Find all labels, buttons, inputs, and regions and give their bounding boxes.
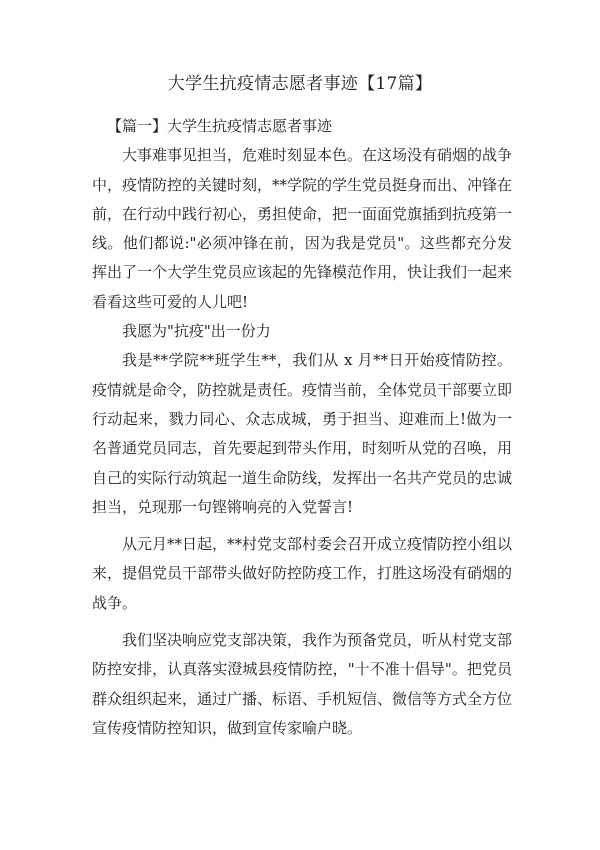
paragraph-intro: 大事难事见担当，危难时刻显本色。在这场没有硝烟的战争中，疫情防控的关键时刻，**学院的学生党员挺身而出、冲锋在前，在行动中践行初心，勇担使命，把一面面党旗插到抗疫第一线。他们都说:"必须冲锋在前，因为我是党员"。这些都充分发挥出了一个大学生党员应该起的先锋模范作用，快让我们一起来看看这些可爱的人儿吧! — [92, 146, 513, 311]
section-heading: 【篇一】大学生抗疫情志愿者事迹 — [107, 117, 333, 135]
document-body — [92, 112, 512, 743]
paragraph-village-committee: 从元月**日起，**村党支部村委会召开成立疫情防控小组以来，提倡党员干部带头做好防控防疫工作，打胜这场没有硝烟的战争。 — [92, 535, 513, 612]
document-title: 大学生抗疫情志愿者事迹【17篇】 — [167, 74, 433, 94]
paragraph-subheading: 我愿为"抗疫"出一份力 — [122, 322, 271, 341]
paragraph-response: 我们坚决响应党支部决策，我作为预备党员，听从村党支部防控安排，认真落实澄城县疫情防控，"十不准十倡导"。把党员群众组织起来，通过广播、标语、手机短信、微信等方式全方位宣传疫情防控知识，做到宣传家喻户晓。 — [92, 631, 513, 737]
paragraph-personal-statement: 我是**学院**班学生**，我们从 x 月**日开始疫情防控。疫情就是命令，防控就是责任。疫情当前，全体党员干部要立即行动起来，戮力同心、众志成城，勇于担当、迎难而上!做为一名普通党员同志，首先要起到带头作用，时刻听从党的召唤，用自己的实际行动筑起一道生命防线，发挥出一名共产党员的忠诚担当，兑现那一句铿锵响亮的入党誓言! — [92, 351, 513, 516]
